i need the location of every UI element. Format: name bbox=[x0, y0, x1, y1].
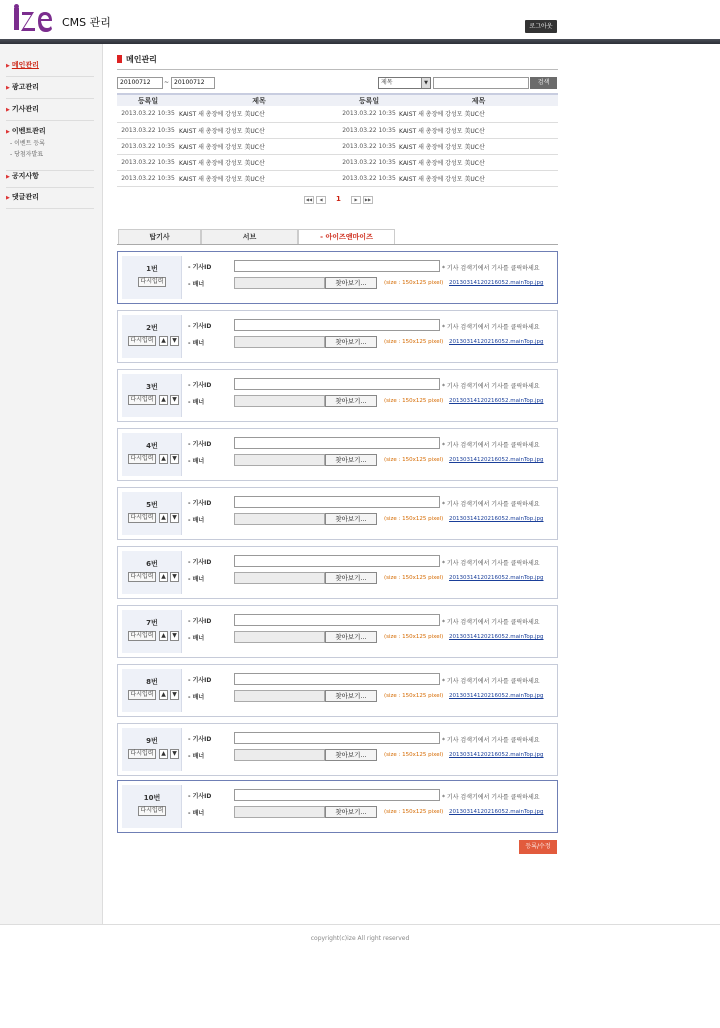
article-id-label: - 기사ID bbox=[188, 382, 212, 389]
move-down-icon[interactable]: ▼ bbox=[170, 454, 179, 464]
sidebar-item-articles[interactable] bbox=[6, 104, 94, 121]
banner-file-input[interactable] bbox=[234, 395, 325, 407]
bullet-icon: ▶ bbox=[6, 195, 10, 201]
banner-label: - 배너 bbox=[188, 399, 205, 406]
prev-page-button[interactable]: ◀ bbox=[316, 196, 326, 204]
chevron-down-icon: ▼ bbox=[421, 78, 430, 88]
sidebar-item-label: 공지사항 bbox=[11, 172, 39, 180]
reset-button[interactable]: 다시입력 bbox=[128, 513, 156, 523]
table-row[interactable] bbox=[117, 154, 558, 170]
move-up-icon[interactable]: ▲ bbox=[159, 572, 168, 582]
reset-button[interactable]: 다시입력 bbox=[128, 336, 156, 346]
size-note: (size : 150x125 pixel) bbox=[384, 634, 444, 640]
browse-button[interactable]: 찾아보기... bbox=[325, 513, 377, 525]
article-id-label: - 기사ID bbox=[188, 736, 212, 743]
size-note: (size : 150x125 pixel) bbox=[384, 809, 444, 815]
banner-file-input[interactable] bbox=[234, 336, 325, 348]
slot-number-panel bbox=[122, 433, 182, 476]
sidebar-item-label: 이벤트관리 bbox=[11, 127, 46, 135]
move-up-icon[interactable]: ▲ bbox=[159, 336, 168, 346]
browse-button[interactable]: 찾아보기... bbox=[325, 336, 377, 348]
table-cell-title[interactable]: KAIST 새 총장에 강성모 美UC산 bbox=[399, 106, 558, 122]
article-id-hint: * 기사 검색기에서 기사를 클릭하세요 bbox=[442, 619, 540, 626]
move-down-icon[interactable]: ▼ bbox=[170, 631, 179, 641]
date-to-input[interactable]: 20100712 bbox=[171, 77, 215, 89]
column-header: 제목 bbox=[399, 94, 558, 106]
article-id-hint: * 기사 검색기에서 기사를 클릭하세요 bbox=[442, 265, 540, 272]
move-up-icon[interactable]: ▲ bbox=[159, 454, 168, 464]
table-cell-title[interactable]: KAIST 새 총장에 강성모 美UC산 bbox=[179, 138, 339, 154]
bullet-icon: ▶ bbox=[6, 63, 10, 69]
banner-file-input[interactable] bbox=[234, 454, 325, 466]
tab-ize-and-mize[interactable]: - 아이즈앤마이즈 bbox=[298, 229, 395, 245]
article-id-hint: * 기사 검색기에서 기사를 클릭하세요 bbox=[442, 324, 540, 331]
article-id-label: - 기사ID bbox=[188, 793, 212, 800]
sidebar-item-label: 메인관리 bbox=[11, 61, 39, 69]
sidebar-item-label: 광고관리 bbox=[11, 83, 39, 91]
slot-number-panel bbox=[122, 374, 182, 417]
search-field-value: 제목 bbox=[381, 79, 393, 86]
header bbox=[0, 0, 720, 44]
slot-number: 3번 bbox=[146, 383, 158, 391]
table-row[interactable] bbox=[117, 122, 558, 138]
banner-label: - 배너 bbox=[188, 753, 205, 760]
table-cell-date: 2013.03.22 10:35 bbox=[117, 122, 179, 138]
size-note: (size : 150x125 pixel) bbox=[384, 339, 444, 345]
slot-number-panel bbox=[122, 610, 182, 653]
banner-file-link[interactable]: 20130314120216052.mainTop.jpg bbox=[449, 693, 544, 699]
next-page-button[interactable]: ▶ bbox=[351, 196, 361, 204]
bullet-icon: ▶ bbox=[6, 129, 10, 135]
reset-button[interactable]: 다시입력 bbox=[128, 572, 156, 582]
banner-file-input[interactable] bbox=[234, 806, 325, 818]
reset-button[interactable]: 다시입력 bbox=[128, 690, 156, 700]
article-id-label: - 기사ID bbox=[188, 441, 212, 448]
column-header: 등록일 bbox=[117, 94, 179, 106]
size-note: (size : 150x125 pixel) bbox=[384, 280, 444, 286]
slot-item bbox=[117, 251, 558, 304]
sidebar-item-label: 댓글관리 bbox=[11, 193, 39, 201]
size-note: (size : 150x125 pixel) bbox=[384, 693, 444, 699]
page-title-text: 메인관리 bbox=[126, 55, 157, 64]
article-id-input[interactable] bbox=[234, 378, 440, 390]
table-cell-date: 2013.03.22 10:35 bbox=[339, 122, 399, 138]
article-id-input[interactable] bbox=[234, 437, 440, 449]
search-field-select[interactable] bbox=[378, 77, 431, 89]
column-header: 제목 bbox=[179, 94, 339, 106]
banner-file-input[interactable] bbox=[234, 749, 325, 761]
browse-button[interactable]: 찾아보기... bbox=[325, 454, 377, 466]
browse-button[interactable]: 찾아보기... bbox=[325, 395, 377, 407]
banner-label: - 배너 bbox=[188, 810, 205, 817]
footer-divider bbox=[0, 924, 720, 925]
sidebar-subitem-winners[interactable]: - 당첨자발표 bbox=[10, 151, 44, 158]
article-id-input[interactable] bbox=[234, 732, 440, 744]
article-id-hint: * 기사 검색기에서 기사를 클릭하세요 bbox=[442, 560, 540, 567]
table-row[interactable] bbox=[117, 138, 558, 154]
article-id-hint: * 기사 검색기에서 기사를 클릭하세요 bbox=[442, 501, 540, 508]
reset-button[interactable]: 다시입력 bbox=[138, 277, 166, 287]
article-id-hint: * 기사 검색기에서 기사를 클릭하세요 bbox=[442, 383, 540, 390]
sidebar-item-label: 기사관리 bbox=[11, 105, 39, 113]
logout-button[interactable]: 로그아웃 bbox=[525, 20, 557, 33]
article-id-hint: * 기사 검색기에서 기사를 클릭하세요 bbox=[442, 678, 540, 685]
banner-file-input[interactable] bbox=[234, 631, 325, 643]
article-id-label: - 기사ID bbox=[188, 677, 212, 684]
banner-label: - 배너 bbox=[188, 635, 205, 642]
title-marker-icon bbox=[117, 55, 122, 63]
browse-button[interactable]: 찾아보기... bbox=[325, 572, 377, 584]
sidebar bbox=[0, 44, 103, 924]
slot-item bbox=[117, 546, 558, 599]
sidebar-item-main[interactable] bbox=[6, 60, 94, 77]
size-note: (size : 150x125 pixel) bbox=[384, 575, 444, 581]
slot-number: 9번 bbox=[146, 737, 158, 745]
page-title bbox=[117, 54, 157, 65]
slot-number: 6번 bbox=[146, 560, 158, 568]
table-cell-date: 2013.03.22 10:35 bbox=[117, 138, 179, 154]
pagination bbox=[117, 196, 558, 206]
article-id-label: - 기사ID bbox=[188, 559, 212, 566]
banner-label: - 배너 bbox=[188, 458, 205, 465]
browse-button[interactable]: 찾아보기... bbox=[325, 690, 377, 702]
slot-number: 4번 bbox=[146, 442, 158, 450]
article-id-hint: * 기사 검색기에서 기사를 클릭하세요 bbox=[442, 442, 540, 449]
table-cell-title[interactable]: KAIST 새 총장에 강성모 美UC산 bbox=[399, 170, 558, 186]
app-title: CMS 관리 bbox=[62, 16, 111, 29]
browse-button[interactable]: 찾아보기... bbox=[325, 806, 377, 818]
slot-number-panel bbox=[122, 256, 182, 299]
reset-button[interactable]: 다시입력 bbox=[128, 454, 156, 464]
table-cell-title[interactable]: KAIST 새 총장에 강성모 美UC산 bbox=[179, 154, 339, 170]
table-cell-date: 2013.03.22 10:35 bbox=[339, 106, 399, 122]
article-id-hint: * 기사 검색기에서 기사를 클릭하세요 bbox=[442, 794, 540, 801]
reset-button[interactable]: 다시입력 bbox=[128, 749, 156, 759]
slot-item bbox=[117, 369, 558, 422]
slot-item bbox=[117, 605, 558, 658]
banner-file-link[interactable]: 20130314120216052.mainTop.jpg bbox=[449, 280, 544, 286]
article-id-input[interactable] bbox=[234, 789, 440, 801]
slot-item bbox=[117, 723, 558, 776]
reset-button[interactable]: 다시입력 bbox=[138, 806, 166, 816]
sidebar-item-notice[interactable] bbox=[6, 170, 94, 188]
slot-number-panel bbox=[122, 315, 182, 358]
move-down-icon[interactable]: ▼ bbox=[170, 749, 179, 759]
reset-button[interactable]: 다시입력 bbox=[128, 631, 156, 641]
article-id-label: - 기사ID bbox=[188, 500, 212, 507]
table-cell-title[interactable]: KAIST 새 총장에 강성모 美UC산 bbox=[399, 122, 558, 138]
article-id-input[interactable] bbox=[234, 673, 440, 685]
slot-number: 8번 bbox=[146, 678, 158, 686]
footer-copyright: copyright(c)ize All right reserved bbox=[310, 935, 410, 942]
move-down-icon[interactable]: ▼ bbox=[170, 572, 179, 582]
last-page-button[interactable]: ▶▶ bbox=[364, 197, 372, 202]
article-id-input[interactable] bbox=[234, 319, 440, 331]
sidebar-item-ads[interactable] bbox=[6, 82, 94, 99]
slot-number: 5번 bbox=[146, 501, 158, 509]
table-cell-title[interactable]: KAIST 새 총장에 강성모 美UC산 bbox=[399, 154, 558, 170]
current-page[interactable]: 1 bbox=[336, 195, 341, 203]
article-id-label: - 기사ID bbox=[188, 618, 212, 625]
banner-file-input[interactable] bbox=[234, 690, 325, 702]
size-note: (size : 150x125 pixel) bbox=[384, 457, 444, 463]
banner-file-link[interactable]: 20130314120216052.mainTop.jpg bbox=[449, 457, 544, 463]
slot-number-panel bbox=[122, 785, 182, 828]
slot-item bbox=[117, 428, 558, 481]
slot-item bbox=[117, 664, 558, 717]
banner-file-input[interactable] bbox=[234, 277, 325, 289]
move-up-icon[interactable]: ▲ bbox=[159, 513, 168, 523]
browse-button[interactable]: 찾아보기... bbox=[325, 631, 377, 643]
slot-number: 2번 bbox=[146, 324, 158, 332]
article-id-input[interactable] bbox=[234, 496, 440, 508]
article-id-label: - 기사ID bbox=[188, 323, 212, 330]
banner-file-input[interactable] bbox=[234, 513, 325, 525]
move-down-icon[interactable]: ▼ bbox=[170, 336, 179, 346]
table-cell-title[interactable]: KAIST 새 총장에 강성모 美UC산 bbox=[179, 170, 339, 186]
slot-item bbox=[117, 310, 558, 363]
move-down-icon[interactable]: ▼ bbox=[170, 690, 179, 700]
table-cell-date: 2013.03.22 10:35 bbox=[339, 154, 399, 170]
move-up-icon[interactable]: ▲ bbox=[159, 395, 168, 405]
move-down-icon[interactable]: ▼ bbox=[170, 513, 179, 523]
slot-number: 1번 bbox=[146, 265, 158, 273]
slot-number-panel bbox=[122, 669, 182, 712]
browse-button[interactable]: 찾아보기... bbox=[325, 277, 377, 289]
article-table bbox=[117, 93, 558, 187]
sidebar-subitem-event-register[interactable]: - 이벤트 등록 bbox=[10, 140, 45, 147]
tab-divider bbox=[117, 244, 558, 245]
table-cell-date: 2013.03.22 10:35 bbox=[339, 138, 399, 154]
slot-item bbox=[117, 487, 558, 540]
size-note: (size : 150x125 pixel) bbox=[384, 398, 444, 404]
table-cell-date: 2013.03.22 10:35 bbox=[117, 170, 179, 186]
table-cell-title[interactable]: KAIST 새 총장에 강성모 美UC산 bbox=[179, 122, 339, 138]
banner-label: - 배너 bbox=[188, 281, 205, 288]
move-down-icon[interactable]: ▼ bbox=[170, 395, 179, 405]
table-cell-date: 2013.03.22 10:35 bbox=[339, 170, 399, 186]
banner-file-link[interactable]: 20130314120216052.mainTop.jpg bbox=[449, 634, 544, 640]
banner-file-input[interactable] bbox=[234, 572, 325, 584]
tab-bar bbox=[117, 229, 558, 245]
date-from-input[interactable]: 20100712 bbox=[117, 77, 163, 89]
table-row[interactable] bbox=[117, 106, 558, 122]
table-cell-title[interactable]: KAIST 새 총장에 강성모 美UC산 bbox=[399, 138, 558, 154]
banner-file-link[interactable]: 20130314120216052.mainTop.jpg bbox=[449, 809, 544, 815]
search-input[interactable] bbox=[433, 77, 529, 89]
slot-number: 10번 bbox=[143, 794, 161, 802]
tab-sub[interactable]: 서브 bbox=[201, 229, 298, 244]
banner-file-link[interactable]: 20130314120216052.mainTop.jpg bbox=[449, 516, 544, 522]
article-id-input[interactable] bbox=[234, 260, 440, 272]
slot-number-panel bbox=[122, 728, 182, 771]
column-header: 등록일 bbox=[339, 94, 399, 106]
sidebar-item-comments[interactable] bbox=[6, 192, 94, 209]
banner-file-link[interactable]: 20130314120216052.mainTop.jpg bbox=[449, 339, 544, 345]
slot-item bbox=[117, 780, 558, 833]
search-button[interactable]: 검색 bbox=[530, 77, 557, 89]
table-cell-date: 2013.03.22 10:35 bbox=[117, 154, 179, 170]
banner-file-link[interactable]: 20130314120216052.mainTop.jpg bbox=[449, 575, 544, 581]
header-bar bbox=[0, 39, 720, 44]
banner-file-link[interactable]: 20130314120216052.mainTop.jpg bbox=[449, 752, 544, 758]
banner-file-link[interactable]: 20130314120216052.mainTop.jpg bbox=[449, 398, 544, 404]
bullet-icon: ▶ bbox=[6, 174, 10, 180]
browse-button[interactable]: 찾아보기... bbox=[325, 749, 377, 761]
banner-label: - 배너 bbox=[188, 576, 205, 583]
size-note: (size : 150x125 pixel) bbox=[384, 752, 444, 758]
table-cell-date: 2013.03.22 10:35 bbox=[117, 106, 179, 122]
table-cell-title[interactable]: KAIST 새 총장에 강성모 美UC산 bbox=[179, 106, 339, 122]
size-note: (size : 150x125 pixel) bbox=[384, 516, 444, 522]
submit-button[interactable]: 등록/수정 bbox=[519, 840, 557, 854]
reset-button[interactable]: 다시입력 bbox=[128, 395, 156, 405]
article-id-label: - 기사ID bbox=[188, 264, 212, 271]
bullet-icon: ▶ bbox=[6, 107, 10, 113]
tab-top-article[interactable]: 탑기사 bbox=[118, 229, 201, 244]
table-row[interactable] bbox=[117, 170, 558, 186]
article-id-hint: * 기사 검색기에서 기사를 클릭하세요 bbox=[442, 737, 540, 744]
banner-label: - 배너 bbox=[188, 694, 205, 701]
move-up-icon[interactable]: ▲ bbox=[159, 631, 168, 641]
move-up-icon[interactable]: ▲ bbox=[159, 690, 168, 700]
slot-number: 7번 bbox=[146, 619, 158, 627]
banner-label: - 배너 bbox=[188, 340, 205, 347]
slot-number-panel bbox=[122, 551, 182, 594]
divider bbox=[117, 69, 558, 70]
banner-label: - 배너 bbox=[188, 517, 205, 524]
date-separator: ~ bbox=[164, 79, 170, 86]
first-page-button[interactable]: ◀◀ bbox=[305, 197, 313, 202]
move-up-icon[interactable]: ▲ bbox=[159, 749, 168, 759]
bullet-icon: ▶ bbox=[6, 85, 10, 91]
ize-logo[interactable] bbox=[12, 4, 54, 34]
article-id-input[interactable] bbox=[234, 614, 440, 626]
slot-number-panel bbox=[122, 492, 182, 535]
article-id-input[interactable] bbox=[234, 555, 440, 567]
